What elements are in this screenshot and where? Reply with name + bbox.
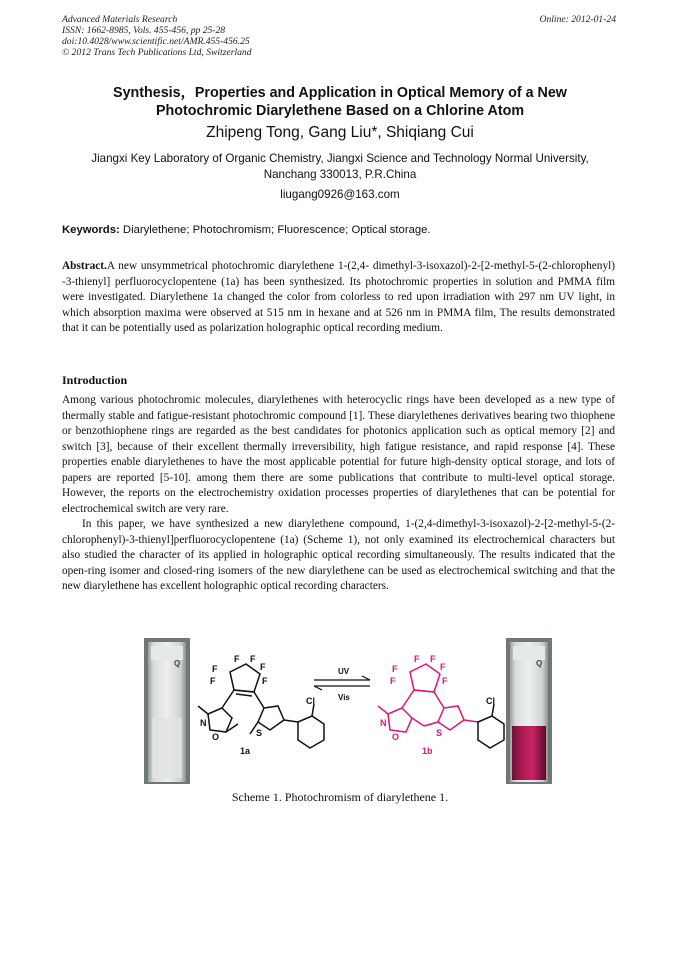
abstract-label: Abstract. [62, 260, 107, 272]
atom-cl: Cl [306, 696, 315, 706]
atom-f: F [390, 676, 396, 686]
atom-f: F [440, 662, 446, 672]
paper-title [62, 84, 618, 120]
title-line-2: Photochromic Diarylethene Based on a Chlorine Atom [155, 103, 525, 119]
reaction-arrows [314, 667, 370, 702]
affiliation-line-2: Nanchang 330013, P.R.China [263, 167, 417, 181]
vial-mark: Q [174, 659, 181, 668]
cuvette-closed-form [506, 638, 552, 784]
author-email: liugang0926@163.com [280, 188, 400, 201]
scheme-1-figure [142, 636, 554, 786]
title-line-1: Synthesis，Properties and Application in Optical Memory of a New [113, 85, 567, 101]
atom-f: F [262, 676, 268, 686]
uv-label: UV [338, 667, 350, 676]
atom-f: F [250, 654, 256, 664]
atom-n: N [380, 718, 387, 728]
atom-o: O [212, 732, 220, 742]
copyright: © 2012 Trans Tech Publications Ltd, Switzerland [62, 47, 252, 58]
atom-s: S [256, 728, 263, 738]
atom-f: F [212, 664, 218, 674]
keywords [62, 224, 431, 236]
atom-s: S [436, 728, 443, 738]
keywords-text: Diarylethene; Photochromism; Fluorescence; Optical storage. [119, 224, 431, 236]
molecule-1b [378, 664, 478, 732]
intro-paragraph-2: In this paper, we have synthesized a new diarylethene compound, 1-(2,4-dimethyl-3-isoxazol)-2-[2-methyl-5-(2-chlorophenyl)-3-thienyl]perfluorocyclopentene (1a) (Scheme 1), not only examined its electrochemical characters but also studied the character of its applied in holographic optical recording simultaneously. The results indicated that the open-ring isomer and closed-ring isomers of the new diarylethene can be used as electrochemical switching and that the new diarylethene has excellent holographic optical recording characters. [62, 518, 615, 592]
doi: doi:10.4028/www.scientific.net/AMR.455-456.25 [62, 36, 250, 47]
figure-caption: Scheme 1. Photochromism of diarylethene 1. [231, 790, 449, 804]
atom-cl: Cl [486, 696, 495, 706]
abstract [62, 259, 615, 337]
introduction-body [62, 393, 615, 595]
vis-label: Vis [338, 693, 350, 702]
atom-o: O [392, 732, 400, 742]
atom-f: F [210, 676, 216, 686]
affiliation-line-1: Jiangxi Key Laboratory of Organic Chemistry, Jiangxi Science and Technology Normal University, [91, 152, 589, 165]
journal-name: Advanced Materials Research [62, 14, 178, 25]
issn: ISSN: 1662-8985, Vols. 455-456, pp 25-28 [62, 25, 226, 36]
authors: Zhipeng Tong, Gang Liu*, Shiqiang Cui [206, 124, 474, 141]
abstract-text: A new unsymmetrical photochromic diarylethene 1-(2,4- dimethyl-3-isoxazol)-2-[2-methyl-5-(2-chlorophenyl) -3-thienyl] perfluorocyclopentene (1a) has been synthesized. Its photochromic properties in solution and PMMA film were investigated. Diarylethene 1a changed the color from colorless to red upon irradiation with 297 nm UV light, in which absorption maxima were observed at 515 nm in hexane and at 526 nm in PMMA film, The results demonstrated that it can be potentially used as polarization holographic optical recording medium. [62, 260, 615, 334]
cuvette-open-form [144, 638, 190, 784]
intro-paragraph-1: Among various photochromic molecules, diarylethenes with heterocyclic rings have been developed as a new type of thermally stable and fatigue-resistant photochromic compound [1]. These diarylethenes derivatives bearing two thiophene or benzothiophene rings are regarded as the best candidates for photonics application such as optical memory [2] and switch [3], because of their excellent thermally irreversibility, high fatigue resistance, and rapid response [4]. These properties enable diarylethenes to have the most applicable potential for future high-density optical storage, and lots of papers are reported [5-10]. among them there are some publications that contribute to multi-level optical storage. However, the reports on the electrochemistry oxidation processes properties of diarylethenes that can be potential for electrochemical switch are very rare. [62, 394, 615, 515]
journal-header [62, 14, 252, 58]
atom-f: F [260, 662, 266, 672]
atom-f: F [392, 664, 398, 674]
atom-n: N [200, 718, 207, 728]
compound-label-1b: 1b [422, 746, 433, 756]
affiliation [62, 151, 618, 182]
online-date: Online: 2012-01-24 [539, 14, 616, 25]
section-heading-introduction: Introduction [62, 373, 128, 387]
atom-f: F [430, 654, 436, 664]
vial-mark: Q [536, 659, 543, 668]
atom-f: F [414, 654, 420, 664]
atom-f: F [442, 676, 448, 686]
red-solution [512, 726, 546, 780]
chlorophenyl-1b [478, 704, 504, 748]
keywords-label: Keywords: [62, 224, 120, 236]
atom-f: F [234, 654, 240, 664]
compound-label-1a: 1a [240, 746, 251, 756]
